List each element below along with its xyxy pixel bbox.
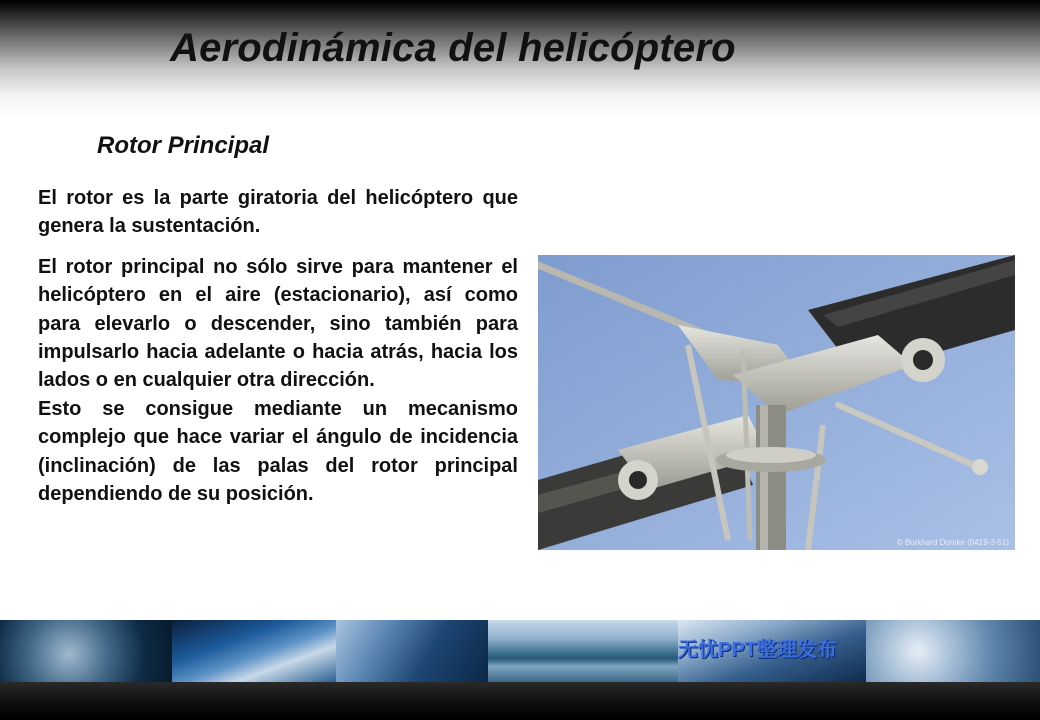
strip-tile-earth bbox=[172, 620, 336, 682]
bottom-image-strip bbox=[0, 620, 1040, 682]
strip-tile-compass bbox=[0, 620, 172, 682]
footer-dark-band bbox=[0, 682, 1040, 720]
rotor-hub-photo bbox=[538, 255, 1015, 550]
rotor-hub-illustration bbox=[538, 255, 1015, 550]
slide-title: Aerodinámica del helicóptero bbox=[170, 26, 736, 70]
paragraph-2: El rotor principal no sólo sirve para mantener el helicóptero en el aire (estacionario), así como para elevarlo o descender, sino también para impulsarlo hacia adelante o hacia atrás, hacia los lados o en cualquier otra dirección. bbox=[38, 255, 518, 392]
body-text bbox=[38, 184, 518, 508]
watermark-text: 无忧PPT整理发布 bbox=[678, 639, 837, 661]
paragraph-1: El rotor es la parte giratoria del helicóptero que genera la sustentación. bbox=[38, 187, 518, 238]
strip-tile-screens bbox=[336, 620, 488, 682]
strip-tile-landscape bbox=[488, 620, 678, 682]
photo-credit: © Burkhard Domke (0419-3-51) bbox=[896, 538, 1009, 547]
strip-tile-gyroscope bbox=[866, 620, 1040, 682]
paragraph-3: Esto se consigue mediante un mecanismo complejo que hace variar el ángulo de incidencia (inclinación) de las palas del rotor principal dependiendo de su posición. bbox=[38, 397, 518, 506]
slide-subtitle: Rotor Principal bbox=[97, 132, 270, 159]
